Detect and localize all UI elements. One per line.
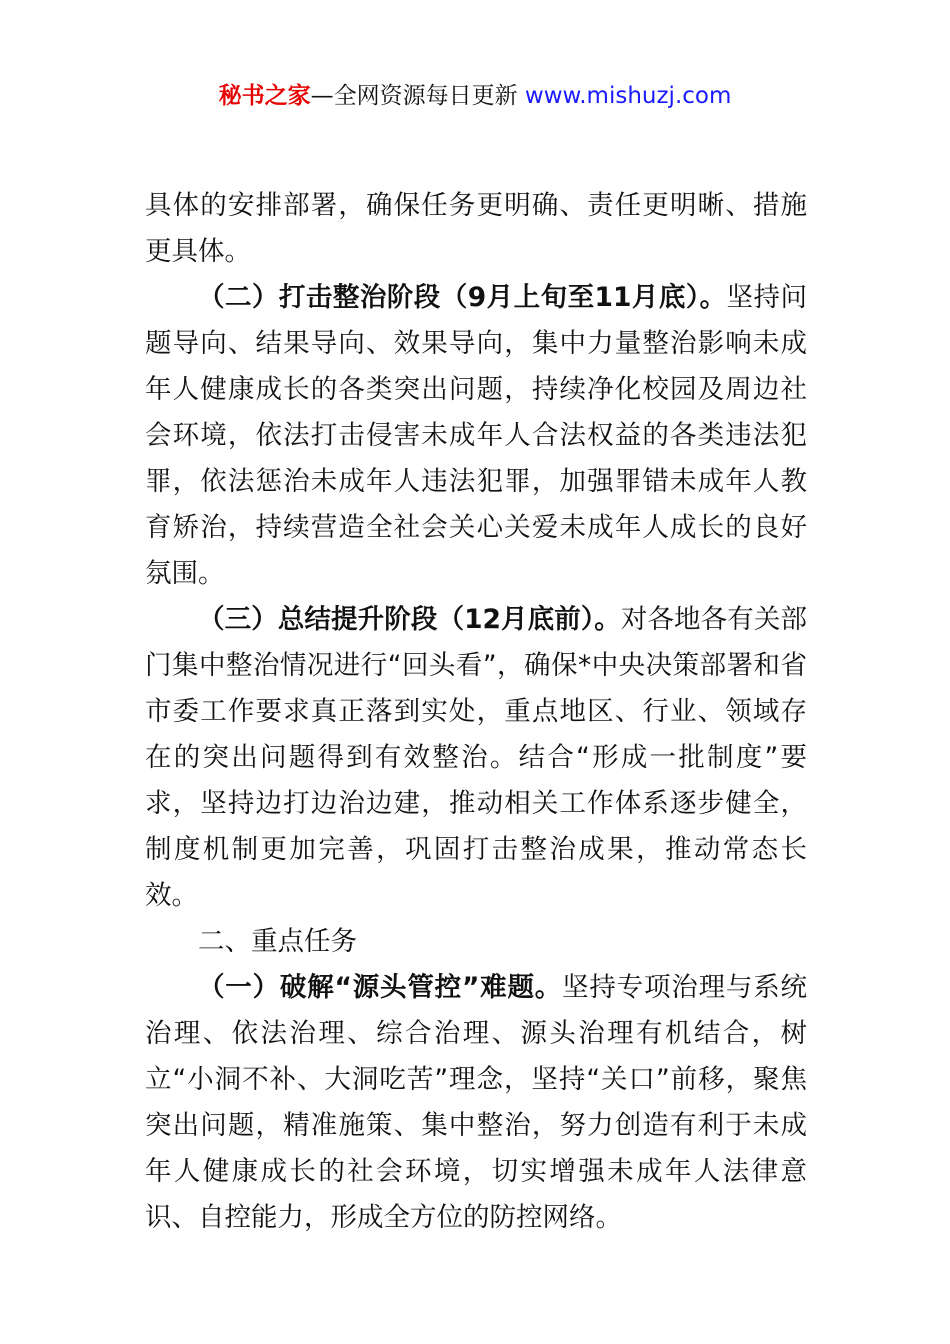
paragraph-heading: （二）打击整治阶段（9月上旬至11月底）。 [198, 282, 727, 313]
paragraph-strike-phase [145, 275, 807, 597]
paragraph-continuation [145, 183, 807, 275]
header-site-link[interactable]: www.mishuzj.com [524, 83, 732, 109]
paragraph-text: 坚持问题导向、结果导向、效果导向，集中力量整治影响未成年人健康成长的各类突出问题，持续净化校园及周边社会环境，依法打击侵害未成年人合法权益的各类违法犯罪，依法惩治未成年人违法犯罪，加强罪错未成年人教育矫治，持续营造全社会关心关爱未成年人成长的良好氛围。 [145, 282, 807, 589]
paragraph-summary-phase [145, 597, 807, 919]
section-heading-text: 二、重点任务 [198, 926, 357, 957]
header-brand: 秘书之家 [218, 83, 311, 109]
page-header [0, 78, 950, 114]
section-heading-key-tasks [145, 919, 807, 965]
document-body [145, 183, 807, 1241]
paragraph-text: 具体的安排部署，确保任务更明确、责任更明晰、措施更具体。 [145, 190, 807, 267]
paragraph-text: 对各地各有关部门集中整治情况进行“回头看”，确保*中央决策部署和省市委工作要求真正落到实处，重点地区、行业、领域存在的突出问题得到有效整治。结合“形成一批制度”要求，坚持边打边治边建，推动相关工作体系逐步健全，制度机制更加完善，巩固打击整治成果，推动常态长效。 [145, 604, 807, 911]
paragraph-heading: （三）总结提升阶段（12月底前）。 [198, 604, 621, 635]
paragraph-heading: （一）破解“源头管控”难题。 [198, 972, 563, 1003]
paragraph-text: 坚持专项治理与系统治理、依法治理、综合治理、源头治理有机结合，树立“小洞不补、大洞吃苦”理念，坚持“关口”前移，聚焦突出问题，精准施策、集中整治，努力创造有利于未成年人健康成长的社会环境，切实增强未成年人法律意识、自控能力，形成全方位的防控网络。 [145, 972, 807, 1233]
header-tagline: —全网资源每日更新 [310, 83, 525, 109]
paragraph-source-control [145, 965, 807, 1241]
